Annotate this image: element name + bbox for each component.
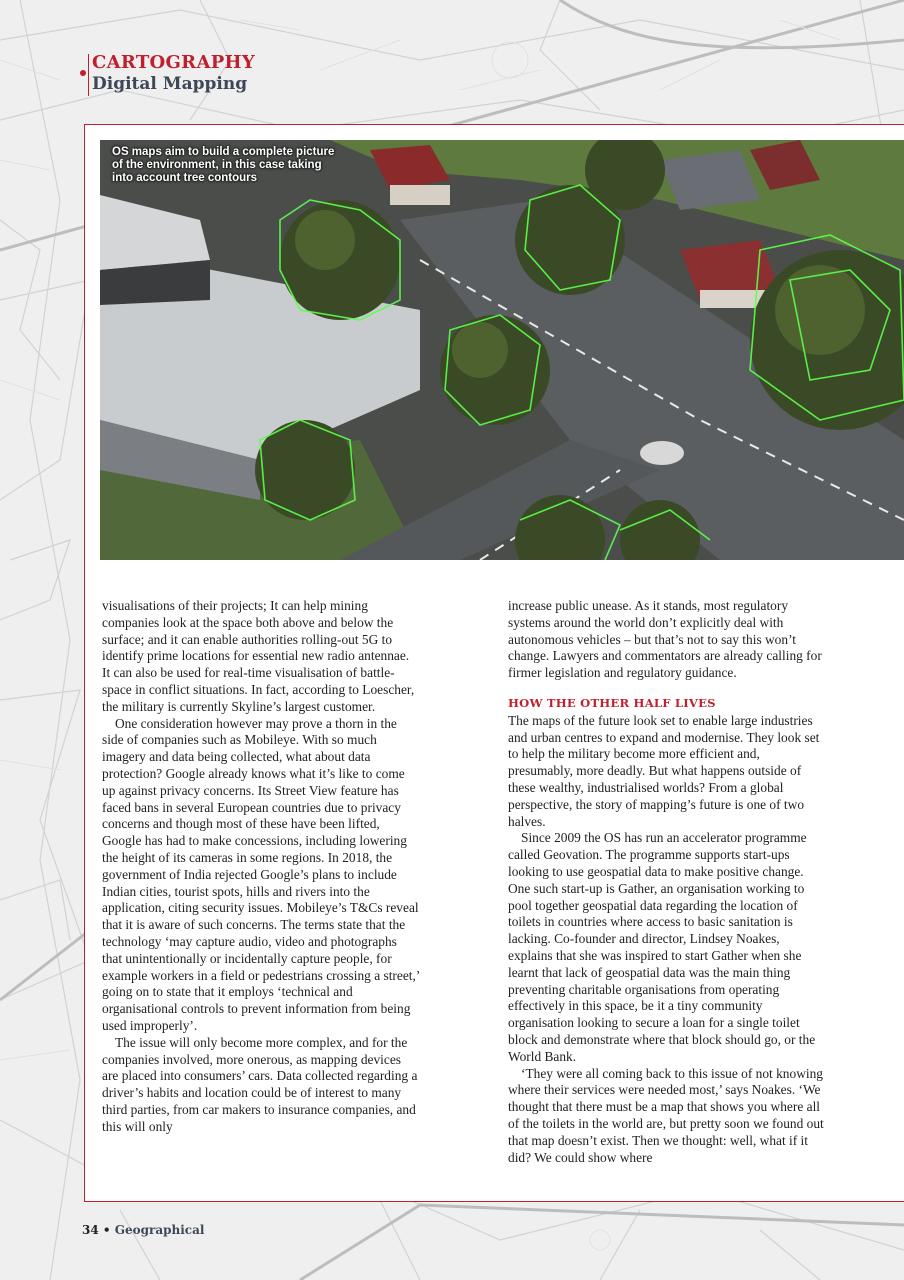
section-subtitle: Digital Mapping [92, 74, 248, 94]
publication-name: Geographical [114, 1223, 205, 1237]
article-column-right [508, 598, 826, 1166]
paragraph: One consideration however may prove a thorn in the side of companies such as Mobileye. With so much imagery and data being collected, what about data protection? Google already knows what it’s like to come up against privacy concerns. Its Street View feature has faced bans in several European countries due to privacy concerns and though most of these have been lifted, Google has had to make concessions, including lowering the height of its cameras in some regions. In 2018, the government of India rejected Google’s plans to include Indian cities, tourist spots, hills and rivers into the application, citing security issues. Mobileye’s T&Cs reveal that it is aware of such concerns. The terms state that the technology ‘may capture audio, video and photographs that unintentionally or incidentally capture people, for example workers in a field or pedestrians crossing a street,’ going on to state that it employs ‘technical and organisational controls to prevent information from being used improperly’. [102, 715, 420, 1033]
subheading: HOW THE OTHER HALF LIVES [508, 695, 716, 710]
paragraph: Since 2009 the OS has run an accelerator programme called Geovation. The programme supports start-ups looking to use geospatial data to make positive change. One such start-up is Gather, an organisation working to pool together geospatial data regarding the location of toilets in countries where access to basic sanitation is lacking. Co-founder and director, Lindsey Noakes, explains that she was inspired to start Gather when she learnt that lack of geospatial data was the main thing preventing charitable organisations from operating effectively in this space, be it a tiny community organisation looking to secure a loan for a single toilet block and demonstrate where that block should go, or the World Bank. [508, 830, 816, 1064]
article-column-left [102, 598, 420, 1136]
paragraph: ‘They were all coming back to this issue of not knowing where their services were needed most,’ says Noakes. ‘We thought that there must be a map that shows you where all of the toilets in the world are, but pretty soon we found out that map doesn’t exist. Then we thought: well, what if it did? We could show where [508, 1065, 824, 1165]
folio-separator: • [102, 1223, 111, 1237]
paragraph: visualisations of their projects; It can help mining companies look at the space both above and below the surface; and it can enable authorities rolling-out 5G to identify prime locations for essential new radio antennae. It can also be used for real-time visualisation of battle-space in conflict situations. In fact, according to Loescher, the military is currently Skyline’s largest customer. [102, 598, 415, 714]
paragraph: The issue will only become more complex, and for the companies involved, more onerous, as mapping devices are placed into consumers’ cars. Data collected regarding a driver’s habits and location could be of interest to many third parties, from car makers to insurance companies, and this will only [102, 1034, 418, 1134]
paragraph: increase public unease. As it stands, most regulatory systems around the world don’t explicitly deal with autonomous vehicles – but that’s not to say this won’t change. Lawyers and commentators are already calling for firmer legislation and regulatory guidance. [508, 598, 822, 681]
section-marker-rule [88, 54, 89, 96]
page-number: 34 [82, 1223, 99, 1237]
page-footer [82, 1223, 204, 1237]
aerial-photo [100, 140, 904, 560]
section-marker-dot [80, 70, 86, 76]
section-title: CARTOGRAPHY [92, 52, 255, 73]
paragraph: The maps of the future look set to enable large industries and urban centres to expand and modernise. They look set to help the military become more efficient and, presumably, more deadly. But what happens outside of these wealthy, industrialised worlds? From a global perspective, the story of mapping’s future is one of two halves. [508, 712, 820, 829]
photo-caption: OS maps aim to build a complete picture of the environment, in this case taking into account tree contours [112, 146, 335, 184]
